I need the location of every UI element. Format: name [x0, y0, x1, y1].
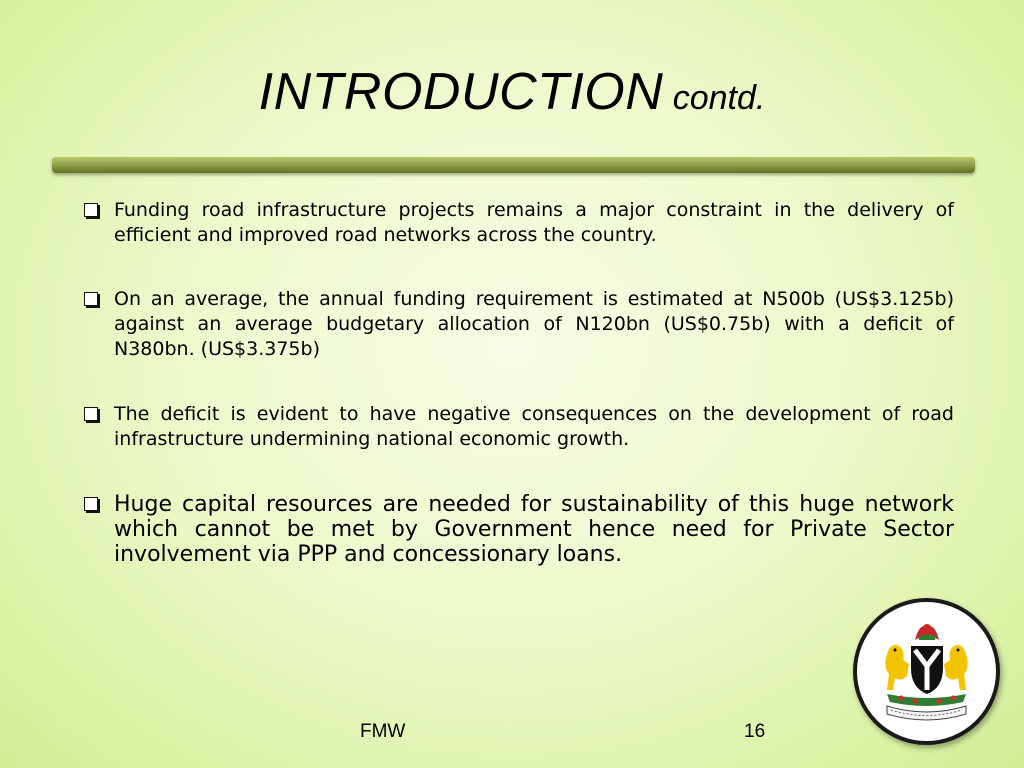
bullet-item	[80, 198, 954, 248]
checkbox-square-icon	[84, 407, 98, 421]
checkbox-square-icon	[84, 203, 98, 217]
slide-title	[0, 62, 1024, 122]
title-divider	[52, 157, 975, 173]
checkbox-square-icon	[84, 497, 98, 511]
bullet-item	[80, 492, 954, 567]
bullet-item	[80, 287, 954, 362]
bullet-text: On an average, the annual funding requirement is estimated at N500b (US$3.125b) against an average budgetary allocation of N120bn (US$0.75b) with a deficit of N380bn. (US$3.375b)	[114, 288, 954, 360]
slide-title-main: INTRODUCTION	[258, 63, 664, 121]
checkbox-square-icon	[84, 292, 98, 306]
bullet-item	[80, 402, 954, 452]
bullet-text: Funding road infrastructure projects remains a major constraint in the delivery of efficient and improved road networks across the country.	[114, 199, 954, 246]
slide-title-suffix: contd.	[663, 79, 766, 117]
bullet-list	[80, 198, 954, 567]
bullet-text: Huge capital resources are needed for sustainability of this huge network which cannot be met by Government hence need for Private Sector involvement via PPP and concessionary loans.	[114, 492, 954, 567]
bullet-text: The deficit is evident to have negative consequences on the development of road infrastructure undermining national economic growth.	[114, 403, 954, 450]
page-number: 16	[744, 721, 766, 742]
nigeria-coat-of-arms-icon	[853, 598, 1000, 745]
footer-label: FMW	[360, 721, 406, 742]
